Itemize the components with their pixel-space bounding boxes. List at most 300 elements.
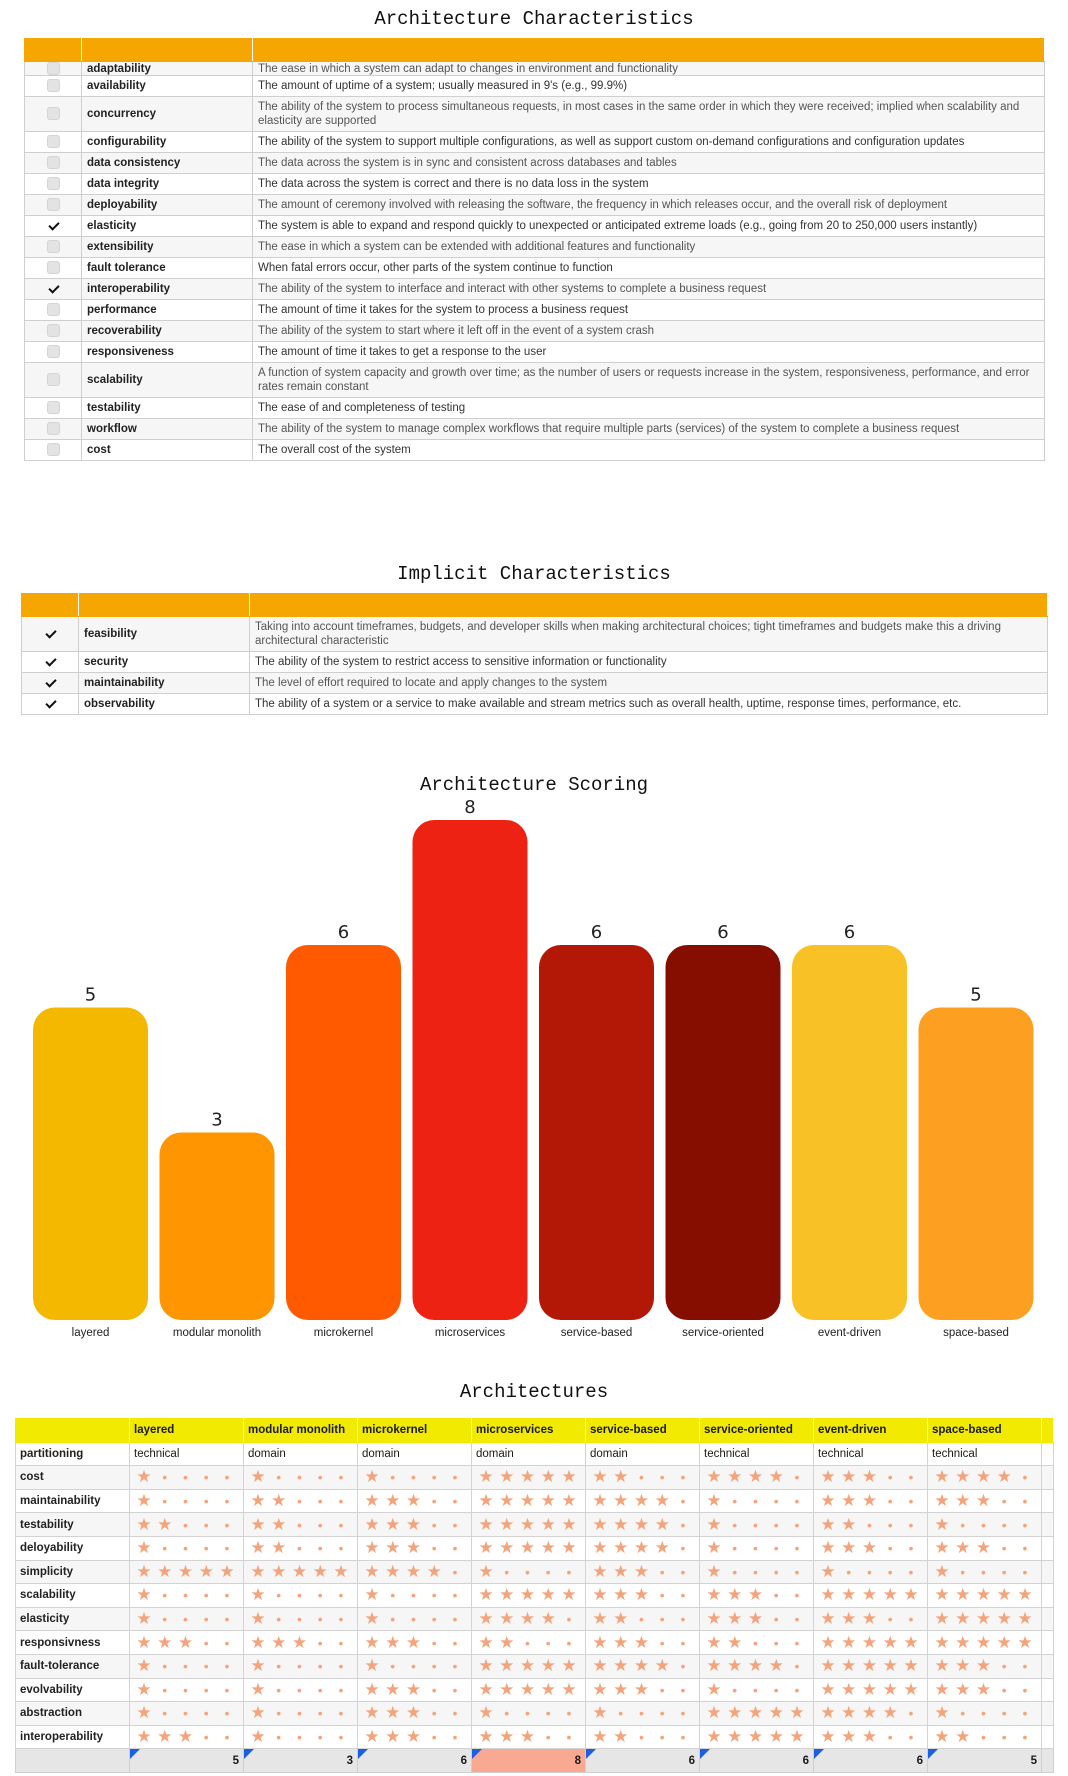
characteristic-description: The ability of the system to support multiple configurations, as well as support custom on-demand configurations and configuration updates [253,132,1045,153]
row-label: responsivness [16,1631,130,1655]
star-icon: ★ [478,1538,494,1558]
star-rating [932,1703,1037,1723]
dot-icon: • [960,1516,966,1533]
dot-icon: • [545,1563,551,1580]
star-icon: ★ [271,1491,287,1511]
header-cell [1042,1419,1054,1443]
checked-checkbox[interactable] [44,697,57,710]
dot-icon: • [659,1469,665,1486]
star-icon: ★ [706,1585,722,1605]
dot-icon: • [338,1540,344,1557]
dot-icon: • [773,1634,779,1651]
dot-icon: • [1022,1705,1028,1722]
unchecked-checkbox[interactable] [47,422,60,435]
dot-icon: • [794,1658,800,1675]
dot-icon: • [908,1469,914,1486]
characteristic-row [25,342,1045,363]
star-rating [590,1633,695,1653]
characteristic-name: recoverability [82,321,253,342]
rating-cell [700,1607,814,1631]
dot-icon: • [276,1587,282,1604]
star-icon: ★ [478,1585,494,1605]
star-rating [704,1515,809,1535]
dot-icon: • [525,1705,530,1722]
dot-icon: • [297,1729,302,1746]
star-icon: ★ [519,1491,536,1511]
unchecked-checkbox[interactable] [47,135,60,148]
star-icon: ★ [312,1561,328,1581]
dot-icon: • [431,1516,437,1533]
star-icon: ★ [478,1467,494,1487]
star-icon: ★ [499,1727,515,1747]
star-icon: ★ [478,1703,494,1723]
checked-checkbox[interactable] [47,282,60,295]
star-icon: ★ [177,1727,194,1747]
header-cell [22,594,79,617]
star-rating [818,1515,923,1535]
dot-icon: • [794,1540,800,1557]
star-icon: ★ [385,1703,401,1723]
characteristic-description: The amount of time it takes to get a response to the user [253,342,1045,363]
dot-icon: • [452,1658,458,1675]
checked-checkbox[interactable] [44,655,57,668]
star-icon: ★ [903,1656,919,1676]
star-icon: ★ [333,1561,349,1581]
total-cell [700,1749,814,1773]
rating-cell [358,1725,472,1749]
dot-icon: • [794,1587,800,1604]
rating-cell [358,1560,472,1584]
dot-icon: • [317,1493,323,1510]
star-rating [818,1656,923,1676]
dot-icon: • [297,1681,302,1698]
dot-icon: • [680,1540,686,1557]
star-icon: ★ [633,1538,650,1558]
x-tick-label: microkernel [313,1327,374,1339]
star-icon: ★ [861,1538,878,1558]
star-icon: ★ [519,1538,536,1558]
checked-checkbox[interactable] [44,676,57,689]
bar-value-label: 6 [590,922,603,943]
star-rating [818,1633,923,1653]
rating-cell [472,1654,586,1678]
star-icon: ★ [706,1679,722,1699]
star-icon: ★ [271,1561,287,1581]
dot-icon: • [183,1587,188,1604]
dot-icon: • [203,1611,209,1628]
empty-cell [1042,1442,1054,1466]
rating-row [16,1725,1054,1749]
star-icon: ★ [364,1679,380,1699]
dot-icon: • [224,1729,230,1746]
star-icon: ★ [136,1585,152,1605]
star-rating [362,1703,467,1723]
unchecked-checkbox[interactable] [47,324,60,337]
characteristic-name: workflow [82,419,253,440]
rating-cell [130,1513,244,1537]
star-rating [476,1609,581,1629]
dot-icon: • [224,1587,230,1604]
characteristic-name: maintainability [79,673,250,694]
star-icon: ★ [706,1561,722,1581]
rating-cell [358,1489,472,1513]
characteristic-description: The ease in which a system can adapt to changes in environment and functionality [253,62,1045,76]
unchecked-checkbox[interactable] [47,261,60,274]
dot-icon: • [960,1563,966,1580]
empty-cell [1042,1631,1054,1655]
dot-icon: • [960,1705,966,1722]
rating-cell [814,1513,928,1537]
dot-icon: • [203,1634,209,1651]
rating-cell [700,1654,814,1678]
star-icon: ★ [841,1585,857,1605]
star-rating [932,1585,1037,1605]
empty-cell [1042,1466,1054,1490]
architecture-column-header: service-oriented [700,1419,814,1443]
dot-icon: • [887,1493,893,1510]
x-tick-label: microservices [434,1327,506,1339]
dot-icon: • [297,1587,302,1604]
dot-icon: • [297,1611,302,1628]
unchecked-checkbox[interactable] [47,156,60,169]
rating-cell [244,1631,358,1655]
dot-icon: • [183,1469,188,1486]
unchecked-checkbox[interactable] [47,198,60,211]
star-rating [590,1562,695,1582]
star-icon: ★ [934,1585,950,1605]
dot-icon: • [411,1587,416,1604]
dot-icon: • [224,1681,230,1698]
rating-cell [130,1678,244,1702]
total-cell [586,1749,700,1773]
x-tick-label: service-oriented [682,1327,764,1339]
dot-icon: • [1001,1516,1007,1533]
star-rating [704,1656,809,1676]
dot-icon: • [773,1681,779,1698]
rating-cell [586,1607,700,1631]
unchecked-checkbox[interactable] [47,303,60,316]
star-icon: ★ [706,1538,722,1558]
dot-icon: • [659,1563,665,1580]
implicit-characteristics-table [21,593,1048,715]
star-icon: ★ [613,1679,629,1699]
formula-marker-icon [814,1749,824,1759]
star-icon: ★ [654,1656,670,1676]
star-icon: ★ [499,1632,515,1652]
star-rating [362,1585,467,1605]
dot-icon: • [566,1634,572,1651]
header-cell [253,39,1045,62]
dot-icon: • [639,1469,644,1486]
rating-cell [244,1702,358,1726]
dot-icon: • [224,1469,230,1486]
dot-icon: • [1001,1563,1007,1580]
star-rating [932,1467,1037,1487]
star-icon: ★ [654,1538,670,1558]
star-icon: ★ [955,1609,971,1629]
bar-modular-monolith [160,1133,275,1321]
dot-icon: • [162,1469,168,1486]
total-cell [358,1749,472,1773]
characteristic-name: feasibility [79,617,250,652]
characteristic-row [25,279,1045,300]
star-icon: ★ [540,1609,556,1629]
characteristic-name: extensibility [82,237,253,258]
unchecked-checkbox[interactable] [47,443,60,456]
star-rating [134,1680,239,1700]
star-rating [362,1491,467,1511]
rating-cell [586,1536,700,1560]
star-icon: ★ [499,1656,515,1676]
star-rating [704,1585,809,1605]
star-icon: ★ [955,1727,971,1747]
dot-icon: • [338,1469,344,1486]
dot-icon: • [183,1681,188,1698]
dot-icon: • [680,1563,686,1580]
star-icon: ★ [250,1632,266,1652]
rating-cell [928,1725,1042,1749]
dot-icon: • [162,1705,168,1722]
bar-value-label: 5 [84,984,97,1006]
rating-cell [928,1536,1042,1560]
checkbox-cell [25,279,82,300]
characteristic-row [25,132,1045,153]
dot-icon: • [545,1705,551,1722]
star-icon: ★ [975,1609,992,1629]
dot-icon: • [1022,1540,1028,1557]
star-icon: ★ [789,1727,805,1747]
dot-icon: • [297,1540,302,1557]
dot-icon: • [297,1705,302,1722]
empty-cell [1042,1560,1054,1584]
star-icon: ★ [1017,1609,1033,1629]
star-icon: ★ [426,1561,442,1581]
dot-icon: • [203,1705,209,1722]
rating-cell [358,1678,472,1702]
dot-icon: • [680,1587,686,1604]
star-icon: ★ [934,1514,950,1534]
checkbox-cell [25,300,82,321]
dot-icon: • [390,1587,396,1604]
dot-icon: • [525,1634,530,1651]
star-icon: ★ [561,1585,577,1605]
rating-cell [472,1489,586,1513]
empty-cell [1042,1749,1054,1773]
empty-cell [1042,1654,1054,1678]
star-icon: ★ [136,1491,152,1511]
star-icon: ★ [271,1632,287,1652]
checkbox-cell [25,195,82,216]
characteristic-name: cost [82,440,253,461]
rating-cell [358,1607,472,1631]
star-icon: ★ [955,1491,971,1511]
dot-icon: • [908,1611,914,1628]
empty-cell [1042,1513,1054,1537]
unchecked-checkbox[interactable] [47,345,60,358]
dot-icon: • [317,1611,323,1628]
dot-icon: • [867,1516,872,1533]
star-icon: ★ [157,1727,173,1747]
characteristic-row [25,419,1045,440]
rating-cell [700,1560,814,1584]
rating-cell [130,1584,244,1608]
star-icon: ★ [903,1585,919,1605]
dot-icon: • [338,1587,344,1604]
dot-icon: • [390,1611,396,1628]
total-value: 6 [802,1754,809,1767]
checked-checkbox[interactable] [44,627,57,640]
dot-icon: • [525,1563,530,1580]
star-icon: ★ [882,1632,898,1652]
star-icon: ★ [841,1727,857,1747]
star-icon: ★ [364,1656,380,1676]
dot-icon: • [203,1493,209,1510]
characteristic-row [25,97,1045,132]
star-icon: ★ [385,1727,401,1747]
star-rating [704,1633,809,1653]
x-tick-label: modular monolith [172,1327,262,1339]
star-rating [134,1703,239,1723]
rating-cell [814,1607,928,1631]
characteristic-description: The data across the system is in sync and consistent across databases and tables [253,153,1045,174]
star-rating [704,1538,809,1558]
star-icon: ★ [198,1561,214,1581]
star-icon: ★ [613,1727,629,1747]
dot-icon: • [338,1658,344,1675]
bar-microservices [413,820,528,1320]
dot-icon: • [390,1658,396,1675]
star-icon: ★ [561,1679,577,1699]
row-label: cost [16,1466,130,1490]
unchecked-checkbox[interactable] [47,240,60,253]
star-icon: ★ [271,1514,287,1534]
dot-icon: • [753,1493,758,1510]
star-icon: ★ [820,1727,836,1747]
star-icon: ★ [250,1727,266,1747]
dot-icon: • [659,1729,665,1746]
checkbox-cell [25,258,82,279]
dot-icon: • [566,1611,572,1628]
star-icon: ★ [820,1703,836,1723]
star-rating [476,1585,581,1605]
star-icon: ★ [499,1609,515,1629]
star-icon: ★ [820,1679,836,1699]
unchecked-checkbox[interactable] [47,79,60,92]
dot-icon: • [639,1611,644,1628]
unchecked-checkbox[interactable] [47,177,60,190]
unchecked-checkbox[interactable] [47,62,60,75]
dot-icon: • [452,1729,458,1746]
checkbox-cell [22,652,79,673]
star-icon: ★ [385,1538,401,1558]
rating-cell [928,1466,1042,1490]
dot-icon: • [732,1563,738,1580]
star-icon: ★ [499,1491,515,1511]
star-icon: ★ [996,1632,1012,1652]
dot-icon: • [297,1469,302,1486]
empty-cell [1042,1536,1054,1560]
star-icon: ★ [727,1656,743,1676]
dot-icon: • [639,1705,644,1722]
dot-icon: • [224,1658,230,1675]
dot-icon: • [908,1563,914,1580]
dot-icon: • [317,1705,323,1722]
unchecked-checkbox[interactable] [47,373,60,386]
rating-cell [472,1725,586,1749]
star-icon: ★ [540,1491,556,1511]
dot-icon: • [566,1729,572,1746]
star-icon: ★ [996,1609,1012,1629]
rating-cell [244,1513,358,1537]
characteristic-name: scalability [82,363,253,398]
rating-cell [928,1678,1042,1702]
star-rating [704,1467,809,1487]
dot-icon: • [1022,1516,1028,1533]
rating-cell [928,1513,1042,1537]
characteristic-description: The amount of time it takes for the system to process a business request [253,300,1045,321]
characteristic-name: availability [82,76,253,97]
dot-icon: • [1022,1469,1028,1486]
dot-icon: • [183,1658,188,1675]
unchecked-checkbox[interactable] [47,401,60,414]
characteristic-description: The ability of a system or a service to make available and stream metrics such as overall health, uptime, response times, performance, etc. [250,694,1048,715]
unchecked-checkbox[interactable] [47,107,60,120]
star-icon: ★ [706,1632,722,1652]
arch-characteristics-title: Architecture Characteristics [374,8,694,30]
total-cell [814,1749,928,1773]
rating-cell [586,1725,700,1749]
characteristic-row [25,195,1045,216]
star-icon: ★ [934,1491,950,1511]
star-rating [362,1467,467,1487]
dot-icon: • [162,1658,168,1675]
star-icon: ★ [157,1561,173,1581]
empty-cell [1042,1678,1054,1702]
star-icon: ★ [405,1632,422,1652]
dot-icon: • [887,1611,893,1628]
row-label: simplicity [16,1560,130,1584]
star-icon: ★ [955,1656,971,1676]
star-icon: ★ [996,1467,1012,1487]
dot-icon: • [794,1563,800,1580]
dot-icon: • [1001,1705,1007,1722]
star-icon: ★ [706,1656,722,1676]
x-tick-label: service-based [560,1327,633,1339]
dot-icon: • [887,1469,893,1486]
dot-icon: • [338,1634,344,1651]
partitioning-cell: technical [130,1442,244,1466]
star-icon: ★ [291,1561,308,1581]
star-rating [818,1585,923,1605]
star-icon: ★ [861,1585,878,1605]
rating-cell [244,1654,358,1678]
dot-icon: • [183,1611,188,1628]
rating-cell [472,1513,586,1537]
dot-icon: • [183,1516,188,1533]
rating-row [16,1631,1054,1655]
dot-icon: • [566,1705,572,1722]
star-icon: ★ [592,1632,608,1652]
checked-checkbox[interactable] [47,219,60,232]
dot-icon: • [224,1540,230,1557]
partitioning-cell: technical [700,1442,814,1466]
characteristic-description: The ability of the system to process simultaneous requests, in most cases in the same order in which they were received; implied when scalability and elasticity are supported [253,97,1045,132]
star-icon: ★ [519,1727,536,1747]
characteristic-description: The ability of the system to interface and interact with other systems to complete a business request [253,279,1045,300]
star-icon: ★ [136,1561,152,1581]
total-value: 5 [1030,1754,1037,1767]
star-icon: ★ [633,1656,650,1676]
